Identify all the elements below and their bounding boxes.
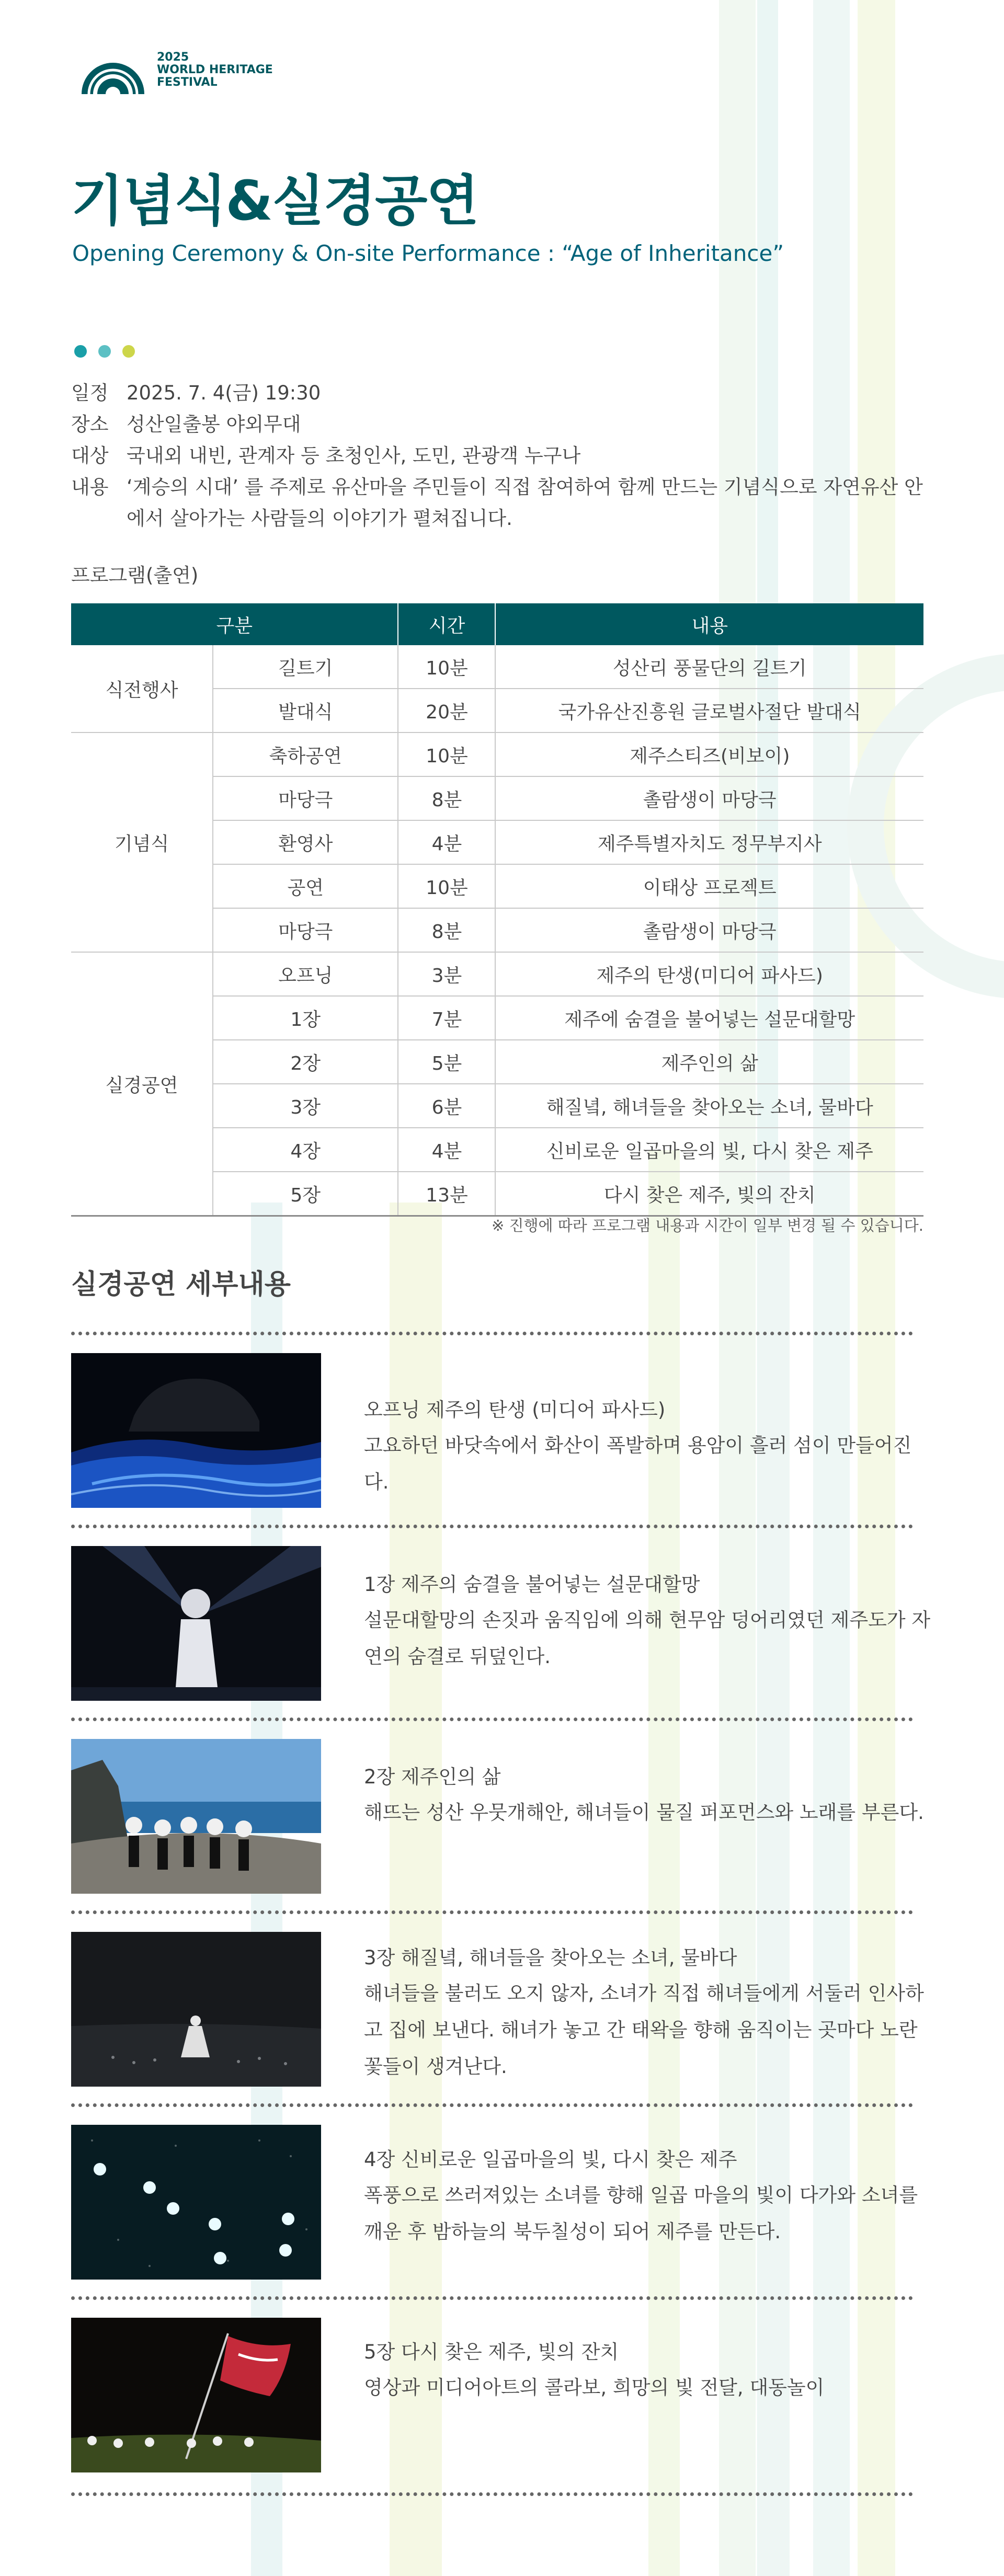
scene-description: 해뜨는 성산 우뭇개해안, 해녀들이 물질 퍼포먼스와 노래를 부른다.	[364, 1801, 924, 1824]
content-cell: 촐람생이 마당극	[495, 776, 923, 820]
item-cell: 5장	[213, 1172, 398, 1216]
content-cell: 성산리 풍물단의 길트기	[495, 645, 923, 689]
scene-title: 5장 다시 찾은 제주, 빛의 잔치	[364, 2341, 619, 2363]
content-cell: 다시 찾은 제주, 빛의 잔치	[495, 1172, 923, 1216]
decorative-dots	[74, 345, 135, 358]
scene-title: 오프닝 제주의 탄생 (미디어 파사드)	[364, 1399, 666, 1421]
content-cell: 해질녘, 해녀들을 찾아오는 소녀, 물바다	[495, 1084, 923, 1128]
info-value: ‘계승의 시대’ 를 주제로 유산마을 주민들이 직접 참여하여 함께 만드는 기념식으로 자연유산 안에서 살아가는 사람들의 이야기가 펼쳐집니다.	[127, 476, 923, 530]
time-cell: 3분	[398, 952, 495, 996]
dotted-divider	[71, 2492, 913, 2496]
info-row-audience	[71, 440, 929, 472]
time-cell: 10분	[398, 864, 495, 908]
scene-description: 영상과 미디어아트의 콜라보, 희망의 빛 전달, 대동놀이	[364, 2376, 825, 2399]
time-cell: 6분	[398, 1084, 495, 1128]
dotted-divider	[71, 1525, 913, 1528]
scene-description: 고요하던 바닷속에서 화산이 폭발하며 용암이 흘러 섬이 만들어진다.	[364, 1434, 912, 1493]
content-cell: 국가유산진흥원 글로벌사절단 발대식	[495, 689, 923, 732]
program-label: 프로그램(출연)	[71, 564, 199, 587]
info-key: 대상	[71, 444, 109, 467]
logo-year: 2025	[157, 51, 189, 64]
info-value: 성산일출봉 야외무대	[127, 413, 301, 436]
time-cell: 4분	[398, 1128, 495, 1172]
scene-title: 1장 제주의 숨결을 불어넣는 설문대할망	[364, 1573, 700, 1596]
info-value: 2025. 7. 4(금) 19:30	[127, 382, 321, 404]
item-cell: 길트기	[213, 645, 398, 689]
dot-lightteal	[98, 345, 111, 358]
item-cell: 마당극	[213, 776, 398, 820]
time-cell: 8분	[398, 776, 495, 820]
table-row	[71, 732, 923, 776]
schedule-change-note: ※ 진행에 따라 프로그램 내용과 시간이 일부 변경 될 수 있습니다.	[491, 1217, 923, 1234]
table-header-row	[71, 603, 923, 645]
festival-logo[interactable]	[78, 43, 273, 97]
header-time: 시간	[398, 603, 495, 645]
scene-title: 4장 신비로운 일곱마을의 빛, 다시 찾은 제주	[364, 2148, 737, 2171]
item-cell: 4장	[213, 1128, 398, 1172]
time-cell: 5분	[398, 1040, 495, 1084]
scene-photo-opening	[71, 1353, 321, 1508]
scene-photo-chapter-5	[71, 2318, 321, 2472]
scene-description: 해녀들을 불러도 오지 않자, 소녀가 직접 해녀들에게 서둘러 인사하고 집에 보낸다. 해녀가 놓고 간 태왁을 향해 움직이는 곳마다 노란 꽃들이 생겨난다.	[364, 1982, 924, 2078]
item-cell: 오프닝	[213, 952, 398, 996]
content-cell: 제주스티즈(비보이)	[495, 732, 923, 776]
dotted-divider	[71, 1332, 913, 1335]
scene-photo-chapter-4	[71, 2125, 321, 2280]
logo-line-1: WORLD HERITAGE	[157, 63, 273, 76]
info-key: 일정	[71, 382, 109, 404]
time-cell: 4분	[398, 820, 495, 864]
content-cell: 제주인의 삶	[495, 1040, 923, 1084]
content-cell: 이태상 프로젝트	[495, 864, 923, 908]
info-row-schedule	[71, 377, 929, 409]
heritage-arch-icon	[78, 43, 147, 97]
page-subtitle: Opening Ceremony & On-site Performance : “Age of Inheritance”	[72, 241, 784, 266]
logo-text	[157, 51, 273, 89]
info-row-content	[71, 472, 929, 534]
info-row-venue	[71, 409, 929, 440]
scene-photo-chapter-3	[71, 1932, 321, 2087]
time-cell: 7분	[398, 996, 495, 1040]
scene-description: 폭풍으로 쓰러져있는 소녀를 향해 일곱 마을의 빛이 다가와 소녀를 깨운 후 밤하늘의 북두칠성이 되어 제주를 만든다.	[364, 2184, 918, 2243]
scene-title: 2장 제주인의 삶	[364, 1766, 501, 1788]
content-cell: 촐람생이 마당극	[495, 908, 923, 952]
dotted-divider	[71, 1718, 913, 1721]
item-cell: 2장	[213, 1040, 398, 1084]
header-content: 내용	[495, 603, 923, 645]
content-cell: 제주의 탄생(미디어 파사드)	[495, 952, 923, 996]
time-cell: 8분	[398, 908, 495, 952]
item-cell: 발대식	[213, 689, 398, 732]
group-cell: 식전행사	[71, 645, 213, 732]
content-cell: 제주에 숨결을 불어넣는 설문대할망	[495, 996, 923, 1040]
dot-yellow	[122, 345, 135, 358]
scene-photo-chapter-1	[71, 1546, 321, 1701]
item-cell: 축하공연	[213, 732, 398, 776]
scene-title: 3장 해질녘, 해녀들을 찾아오는 소녀, 물바다	[364, 1947, 737, 1969]
time-cell: 13분	[398, 1172, 495, 1216]
content-cell: 신비로운 일곱마을의 빛, 다시 찾은 제주	[495, 1128, 923, 1172]
item-cell: 마당극	[213, 908, 398, 952]
info-key: 장소	[71, 413, 109, 436]
program-table	[71, 603, 923, 1217]
time-cell: 10분	[398, 645, 495, 689]
scene-photo-chapter-2	[71, 1739, 321, 1894]
item-cell: 1장	[213, 996, 398, 1040]
dotted-divider	[71, 2296, 913, 2300]
detail-section-title: 실경공연 세부내용	[71, 1269, 291, 1300]
dotted-divider	[71, 2103, 913, 2107]
header-category: 구분	[71, 603, 398, 645]
time-cell: 10분	[398, 732, 495, 776]
content-cell: 제주특별자치도 정무부지사	[495, 820, 923, 864]
scene-description: 설문대할망의 손짓과 움직임에 의해 현무암 덩어리였던 제주도가 자연의 숨결로 뒤덮인다.	[364, 1609, 931, 1668]
logo-line-2: FESTIVAL	[157, 76, 218, 89]
item-cell: 환영사	[213, 820, 398, 864]
dotted-divider	[71, 1910, 913, 1914]
info-value: 국내외 내빈, 관계자 등 초청인사, 도민, 관광객 누구나	[127, 444, 581, 467]
item-cell: 3장	[213, 1084, 398, 1128]
table-row	[71, 645, 923, 689]
info-key: 내용	[71, 476, 109, 498]
event-info	[71, 377, 929, 534]
dot-teal	[74, 345, 87, 358]
group-cell: 실경공연	[71, 952, 213, 1216]
item-cell: 공연	[213, 864, 398, 908]
page-title: 기념식&실경공연	[71, 169, 478, 233]
group-cell: 기념식	[71, 732, 213, 952]
time-cell: 20분	[398, 689, 495, 732]
table-row	[71, 952, 923, 996]
